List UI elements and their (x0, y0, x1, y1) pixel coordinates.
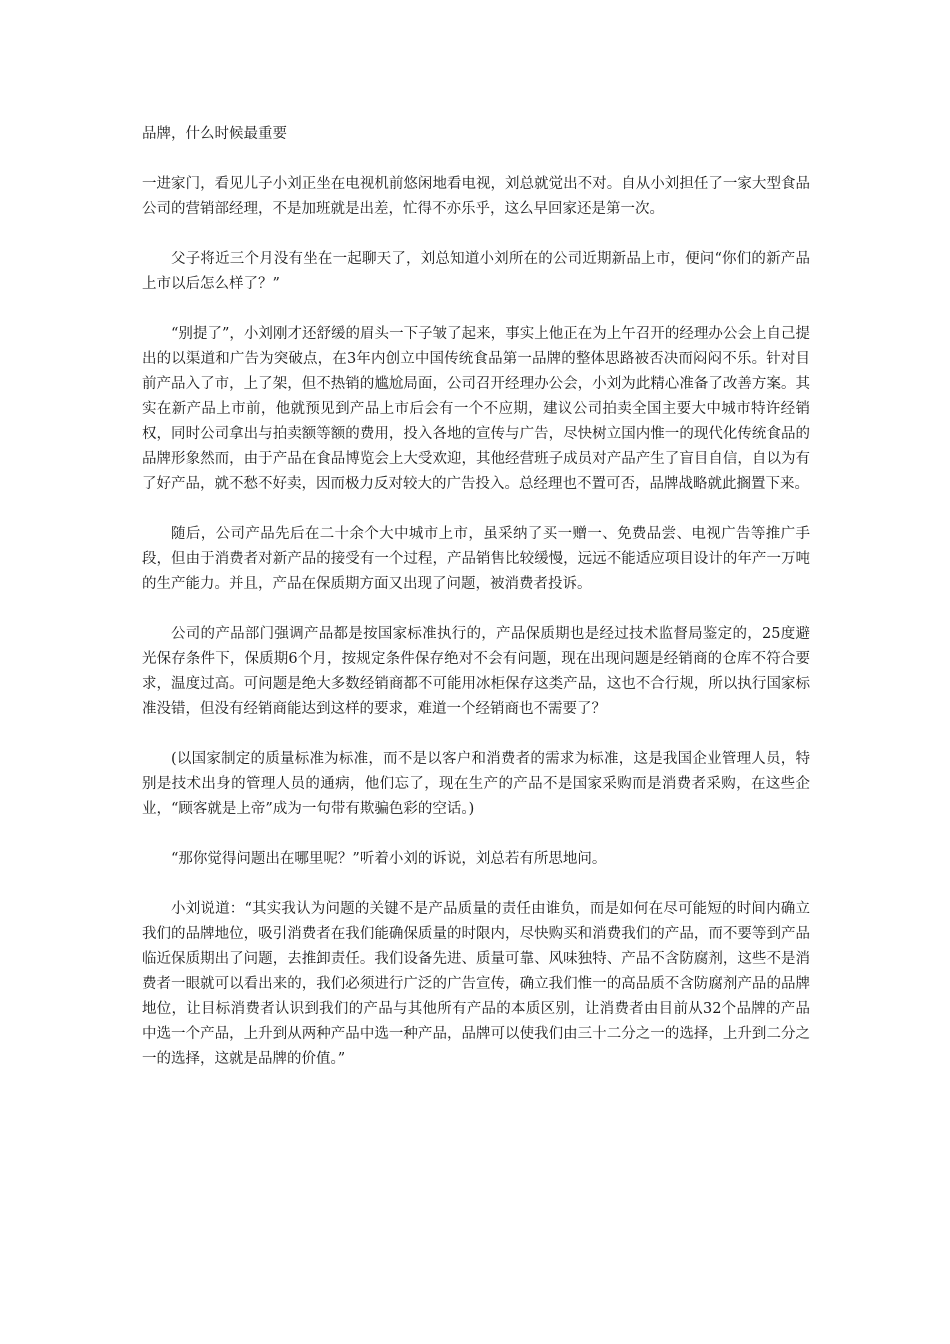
paragraph-1: 一进家门，看见儿子小刘正坐在电视机前悠闲地看电视，刘总就觉出不对。自从小刘担任了一家大型食品公司的营销部经理，不是加班就是出差，忙得不亦乐乎，这么早回家还是第一次。 (142, 176, 810, 217)
paragraph-7: “那你觉得问题出在哪里呢？”听着小刘的诉说，刘总若有所思地问。 (171, 851, 607, 867)
paragraph-2: 父子将近三个月没有坐在一起聊天了，刘总知道小刘所在的公司近期新品上市，便问“你们的新产品上市以后怎么样了？” (142, 251, 810, 292)
paragraph-3: “别提了”，小刘刚才还舒缓的眉头一下子皱了起来，事实上他正在为上午召开的经理办公会上自己提出的以渠道和广告为突破点，在3年内创立中国传统食品第一品牌的整体思路被否决而闷闷不乐。针对目前产品入了市，上了架，但不热销的尴尬局面，公司召开经理办公会，小刘为此精心准备了改善方案。其实在新产品上市前，他就预见到产品上市后会有一个不应期，建议公司拍卖全国主要大中城市特许经销权，同时公司拿出与拍卖额等额的费用，投入各地的宣传与广告，尽快树立国内惟一的现代化传统食品的品牌形象然而，由于产品在食品博览会上大受欢迎，其他经营班子成员对产品产生了盲目自信，自以为有了好产品，就不愁不好卖，因而极力反对较大的广告投入。总经理也不置可否，品牌战略就此搁置下来。 (142, 326, 810, 492)
paragraph-6: (以国家制定的质量标准为标准，而不是以客户和消费者的需求为标准，这是我国企业管理人员，特别是技术出身的管理人员的通病，他们忘了，现在生产的产品不是国家采购而是消费者采购，在这些企业，“顾客就是上帝”成为一句带有欺骗色彩的空话。) (142, 751, 810, 817)
paragraph-8: 小刘说道：“其实我认为问题的关键不是产品质量的责任由谁负，而是如何在尽可能短的时间内确立我们的品牌地位，吸引消费者在我们能确保质量的时限内，尽快购买和消费我们的产品，而不要等到产品临近保质期出了问题，去推卸责任。我们设备先进、质量可靠、风味独特、产品不含防腐剂，这些不是消费者一眼就可以看出来的，我们必须进行广泛的广告宣传，确立我们惟一的高品质不含防腐剂产品的品牌地位，让目标消费者认识到我们的产品与其他所有产品的本质区别，让消费者由目前从32个品牌的产品中选一个产品，上升到从两种产品中选一种产品，品牌可以使我们由三十二分之一的选择，上升到二分之一的选择，这就是品牌的价值。” (142, 901, 810, 1067)
document-title: 品牌，什么时候最重要 (142, 126, 287, 142)
paragraph-5: 公司的产品部门强调产品都是按国家标准执行的，产品保质期也是经过技术监督局鉴定的，25度避光保存条件下，保质期6个月，按规定条件保存绝对不会有问题，现在出现问题是经销商的仓库不符合要求，温度过高。可问题是绝大多数经销商都不可能用冰柜保存这类产品，这也不合行规，所以执行国家标准没错，但没有经销商能达到这样的要求，难道一个经销商也不需要了？ (142, 626, 810, 717)
document-page (142, 122, 810, 1097)
paragraph-4: 随后，公司产品先后在二十余个大中城市上市，虽采纳了买一赠一、免费品尝、电视广告等推广手段，但由于消费者对新产品的接受有一个过程，产品销售比较缓慢，远远不能适应项目设计的年产一万吨的生产能力。并且，产品在保质期方面又出现了问题，被消费者投诉。 (142, 526, 810, 592)
